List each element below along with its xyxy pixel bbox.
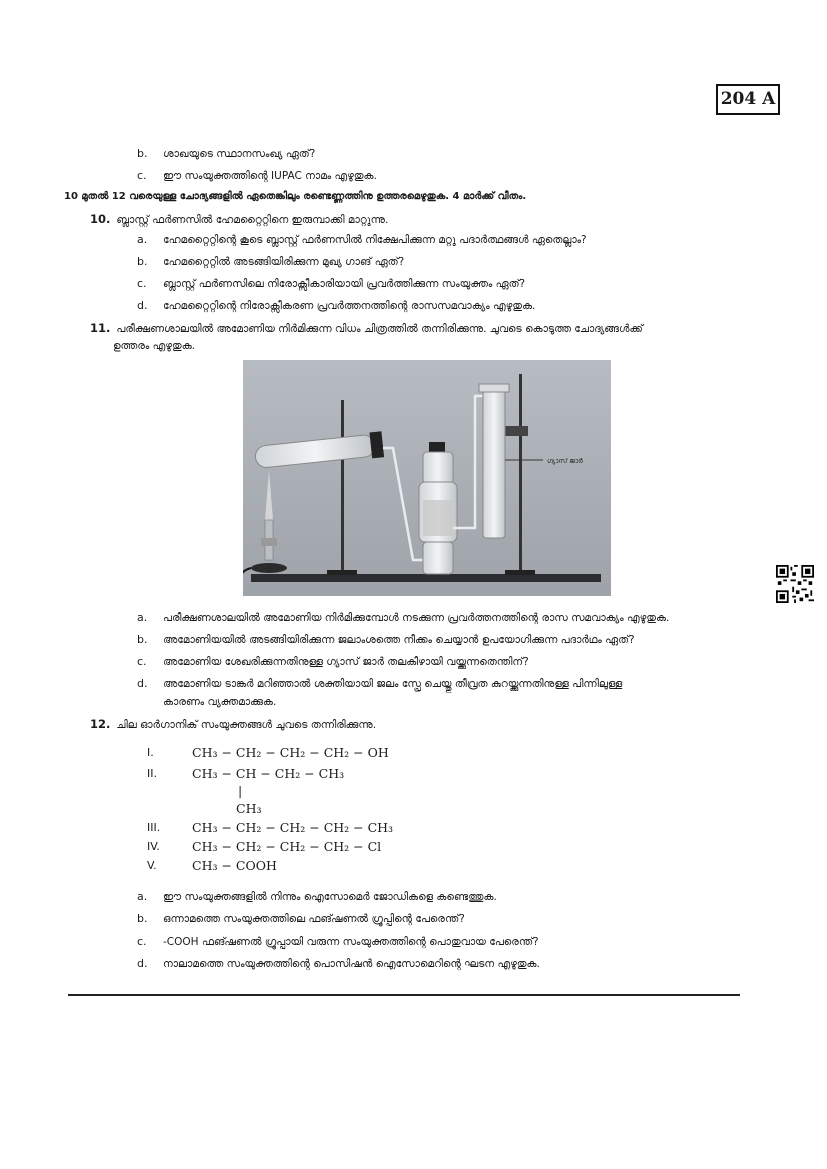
stand-rod-left (341, 400, 344, 575)
q12-part-a (137, 890, 497, 904)
q10-part-c (137, 277, 525, 291)
part-marker: c. (137, 277, 147, 290)
part-marker: b. (137, 912, 148, 925)
part-text: ഹേമറ്റൈറ്റിൽ അടങ്ങിയിരിക്കുന്ന മുഖ്യ ഗാങ് ഏത്? (163, 256, 405, 268)
compound-formula: CH₃ − COOH (192, 858, 277, 873)
page-end-rule (68, 994, 740, 996)
question-12 (90, 717, 376, 732)
compound-numeral: V. (147, 859, 157, 872)
part-marker: c. (137, 655, 147, 668)
prev-part-b (137, 147, 315, 161)
question-10 (90, 212, 388, 227)
part-text: നാലാമത്തെ സംയുക്തത്തിന്റെ പൊസിഷൻ ഐസോമെറിന്റെ ഘടന എഴുതുക. (163, 958, 540, 970)
section-instruction: 10 മുതൽ 12 വരെയുള്ള ചോദ്യങ്ങളിൽ ഏതെങ്കിലും രണ്ടെണ്ണത്തിനു ഉത്തരമെഴുതുക. 4 മാർക്ക് വീതം. (64, 191, 527, 202)
part-text: ഹേമറ്റൈറ്റിന്റെ കൂടെ ബ്ലാസ്റ്റ് ഫർണസിൽ നിക്ഷേപിക്കുന്ന മറ്റു പദാർത്ഥങ്ങൾ ഏതെല്ലാം? (163, 234, 587, 246)
question-text: ബ്ലാസ്റ്റ് ഫർണസിൽ ഹേമറ്റൈറ്റിനെ ഇരുമ്പാക്കി മാറ്റുന്നു. (116, 214, 389, 226)
part-marker: b. (137, 147, 148, 160)
compound-numeral: I. (147, 746, 154, 759)
part-text: അമോണിയ ടാങ്കർ മറിഞ്ഞാൽ ശക്തിയായി ജലം സ്പ്രേ ചെയ്തു തീവ്രത കുറയ്ക്കുന്നതിനുള്ള പിന്നിലുള്ള (163, 678, 623, 690)
gas-jar-label: ഗ്യാസ് ജാർ (547, 457, 583, 465)
q11-part-b (137, 633, 635, 647)
question-11 (90, 321, 643, 336)
q12-part-c (137, 935, 539, 949)
compound-formula: CH₃ − CH₂ − CH₂ − CH₂ − OH (192, 745, 389, 760)
prev-part-c (137, 169, 377, 183)
question-number: 10. (90, 212, 111, 226)
qr-code-icon (776, 565, 814, 603)
q11-part-c (137, 655, 529, 669)
part-marker: d. (137, 299, 148, 312)
part-text: ശാഖയുടെ സ്ഥാനസംഖ്യ ഏത്? (163, 148, 316, 160)
q12-part-b (137, 912, 465, 926)
stand-rod-right (519, 374, 522, 574)
stand-foot-left (327, 570, 357, 575)
drying-tower (419, 442, 457, 574)
q10-part-b (137, 255, 404, 269)
q11-part-d-continued: കാരണം വ്യക്തമാക്കുക. (163, 696, 277, 708)
q11-part-a (137, 611, 669, 625)
q11-part-d (137, 677, 622, 691)
question-text: പരീക്ഷണശാലയിൽ അമോണിയ നിർമിക്കുന്ന വിധം ചിത്രത്തിൽ തന്നിരിക്കുന്നു. ചുവടെ കൊടുത്ത ചോദ്യങ്ങൾക്ക് (116, 323, 643, 335)
part-text: ബ്ലാസ്റ്റ് ഫർണസിലെ നിരോക്സീകാരിയായി പ്രവർത്തിക്കുന്ന സംയുക്തം ഏത്? (163, 278, 526, 290)
stand-foot-right (505, 570, 535, 575)
branch-bond: | (238, 783, 243, 798)
part-marker: a. (137, 233, 148, 246)
question-text: ചില ഓർഗാനിക് സംയുക്തങ്ങൾ ചുവടെ തന്നിരിക്കുന്നു. (116, 719, 377, 731)
part-marker: c. (137, 169, 147, 182)
question-paper-code: 204 A (716, 84, 780, 115)
part-text: ഈ സംയുക്തത്തിന്റെ IUPAC നാമം എഴുതുക. (163, 170, 377, 182)
part-marker: a. (137, 890, 148, 903)
compound-formula: CH₃ − CH − CH₂ − CH₃ (192, 766, 345, 781)
branch-group: CH₃ (236, 801, 262, 816)
part-text: -COOH ഫങ്ഷണൽ ഗ്രൂപ്പായി വരുന്ന സംയുക്തത്തിന്റെ പൊതുവായ പേരെന്ത്? (163, 936, 539, 948)
q10-part-d (137, 299, 535, 313)
question-number: 11. (90, 321, 111, 335)
part-marker: b. (137, 633, 148, 646)
part-marker: c. (137, 935, 147, 948)
part-marker: d. (137, 677, 148, 690)
q10-part-a (137, 233, 587, 247)
q12-part-d (137, 957, 540, 971)
compound-formula: CH₃ − CH₂ − CH₂ − CH₂ − Cl (192, 839, 382, 854)
part-marker: a. (137, 611, 148, 624)
compound-numeral: III. (147, 821, 161, 834)
part-text: അമോണിയയിൽ അടങ്ങിയിരിക്കുന്ന ജലാംശത്തെ നീക്കം ചെയ്യാൻ ഉപയോഗിക്കുന്ന പദാർഥം ഏത്? (163, 634, 635, 646)
compound-numeral: II. (147, 767, 157, 780)
part-text: അമോണിയ ശേഖരിക്കുന്നതിനുള്ള ഗ്യാസ് ജാർ തലകീഴായി വയ്ക്കുന്നതെന്തിന്? (163, 656, 529, 668)
gas-jar (479, 384, 509, 538)
part-text: ഹേമറ്റൈറ്റിന്റെ നിരോക്സീകരണ പ്രവർത്തനത്തിന്റെ രാസസമവാക്യം എഴുതുക. (163, 300, 536, 312)
part-marker: d. (137, 957, 148, 970)
part-text: പരീക്ഷണശാലയിൽ അമോണിയ നിർമിക്കുമ്പോൾ നടക്കുന്ന പ്രവർത്തനത്തിന്റെ രാസ സമവാക്യം എഴുതുക. (163, 612, 670, 624)
ammonia-apparatus-figure (243, 360, 611, 596)
part-text: ഒന്നാമത്തെ സംയുക്തത്തിലെ ഫങ്ഷണൽ ഗ്രൂപ്പിന്റെ പേരെന്ത്? (163, 913, 465, 925)
question-number: 12. (90, 717, 111, 731)
base-board (251, 574, 601, 582)
compound-numeral: IV. (147, 840, 160, 853)
compound-formula: CH₃ − CH₂ − CH₂ − CH₂ − CH₃ (192, 820, 394, 835)
question-11-continued: ഉത്തരം എഴുതുക. (113, 340, 196, 352)
part-marker: b. (137, 255, 148, 268)
part-text: ഈ സംയുക്തങ്ങളിൽ നിന്നും ഐസോമെർ ജോഡികളെ കണ്ടെത്തുക. (163, 891, 497, 903)
